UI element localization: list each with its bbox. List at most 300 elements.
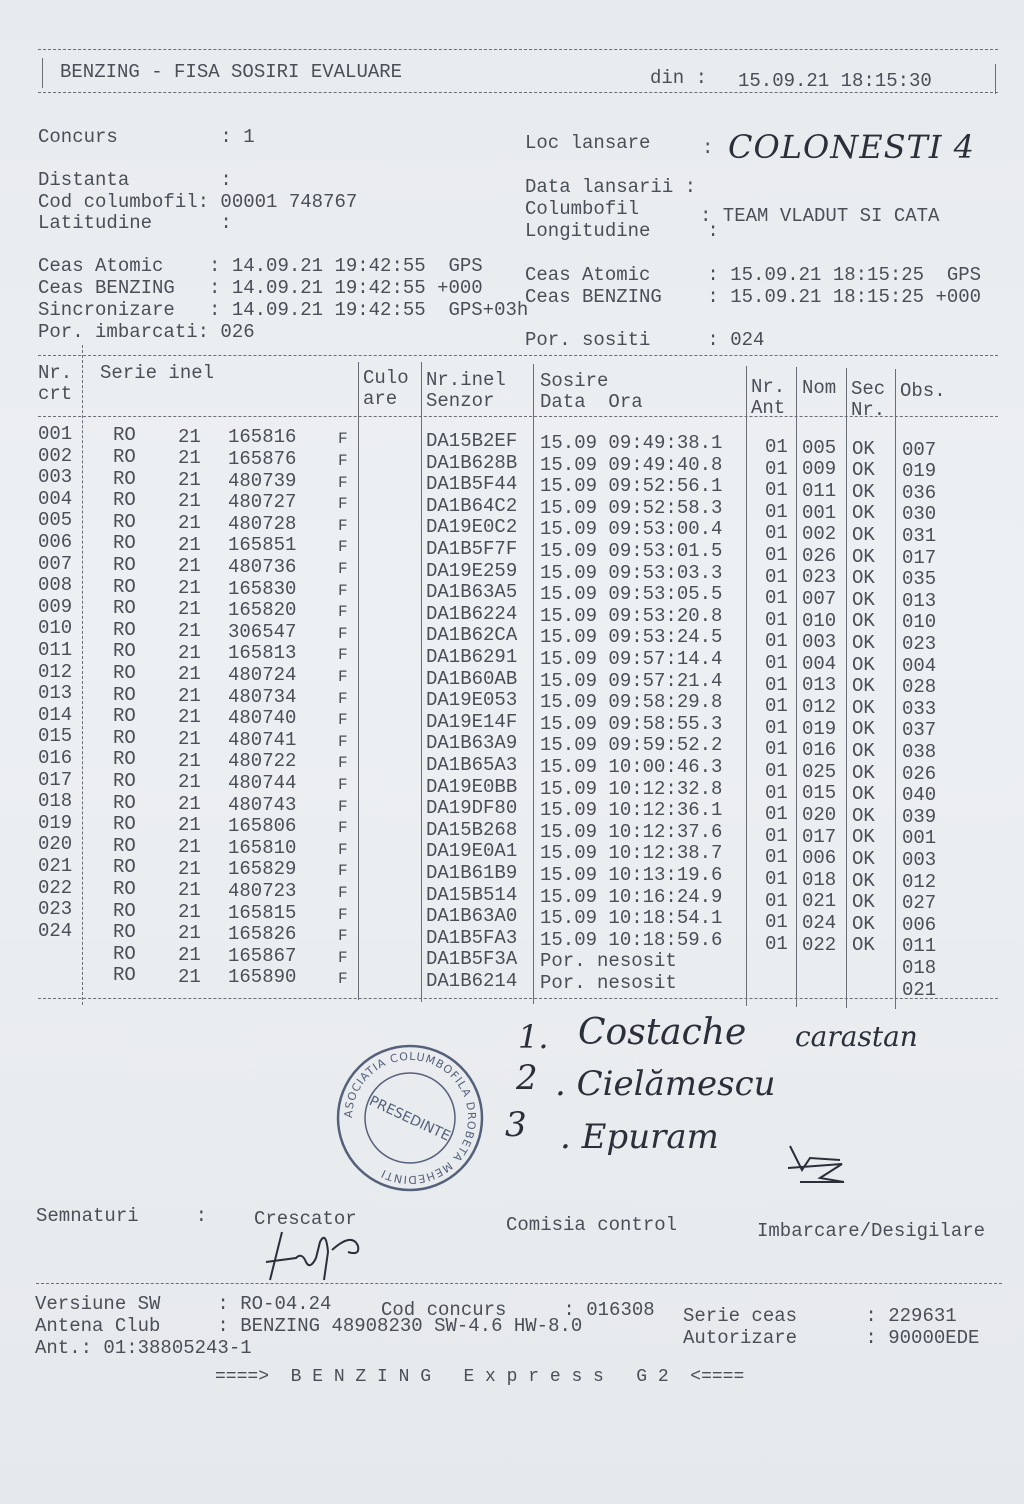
cell-nr-crt: 005 [38, 509, 73, 532]
cell-arrival: 15.09 09:49:38.1 [540, 432, 723, 455]
cell-arrival: 15.09 10:12:36.1 [540, 799, 723, 822]
cell-ring-number: 165830 [228, 577, 297, 600]
ceas-benzing-start: Ceas BENZING : 14.09.21 19:42:55 +000 [38, 277, 483, 299]
cell-obs: 023 [902, 632, 937, 655]
cell-year: 21 [178, 663, 201, 686]
cell-country: RO [113, 510, 136, 533]
cell-sex: F [338, 862, 348, 881]
cell-sensor: DA1B6214 [426, 969, 518, 992]
cell-nom: 005 [802, 436, 837, 459]
cell-nr-crt: 024 [38, 919, 73, 942]
cell-sec: OK [852, 718, 875, 741]
cell-sec: OK [852, 696, 875, 719]
cell-antenna: 01 [765, 457, 788, 480]
col-header-sosire: Sosire Data Ora [540, 370, 643, 413]
cell-country: RO [113, 424, 136, 447]
cell-sensor: DA15B2EF [426, 429, 518, 452]
cell-sec: OK [852, 934, 875, 957]
cell-obs: 036 [902, 481, 937, 504]
cell-arrival: 15.09 09:52:56.1 [540, 475, 723, 498]
cell-country: RO [113, 618, 136, 641]
cell-year: 21 [178, 771, 201, 794]
cell-ring-number: 480741 [228, 728, 297, 751]
cell-nom: 023 [802, 566, 837, 589]
cell-year: 21 [178, 619, 201, 642]
cell-sec: OK [852, 524, 875, 547]
cell-nr-crt: 016 [38, 747, 73, 769]
cell-ring-number: 306547 [228, 620, 297, 643]
cell-country: RO [113, 942, 136, 965]
cell-year: 21 [178, 425, 201, 448]
cell-sensor: DA1B63A0 [426, 905, 518, 928]
cell-sex: F [338, 819, 348, 838]
cell-ring-number: 480740 [228, 707, 297, 730]
cell-nr-crt: 015 [38, 725, 73, 748]
cell-country: RO [113, 813, 136, 836]
cell-nom: 010 [802, 609, 837, 632]
cell-antenna: 01 [765, 436, 788, 459]
cell-year: 21 [178, 706, 201, 729]
col-header-sec-nr: Sec Nr. [851, 378, 886, 421]
col-sep-senzor [421, 362, 422, 1002]
cell-nr-crt: 006 [38, 531, 73, 553]
cell-antenna: 01 [765, 522, 788, 545]
latitudine-line: Latitudine : [38, 212, 232, 234]
cell-nom: 007 [802, 587, 837, 610]
cell-ring-number: 165806 [228, 815, 297, 838]
col-sep-sec [846, 368, 847, 1008]
cell-sex: F [338, 840, 348, 859]
cell-sec: OK [852, 848, 875, 871]
col-header-culoare: Culo are [363, 367, 409, 410]
handwritten-name-3: . Epuram [560, 1117, 719, 1157]
cell-sec: OK [852, 783, 875, 806]
cell-sensor: DA1B61B9 [426, 861, 518, 884]
cell-year: 21 [178, 641, 201, 664]
cell-nom: 024 [802, 911, 837, 934]
cell-ring-number: 480736 [228, 556, 297, 579]
cell-sec: OK [852, 761, 875, 784]
handwritten-num-3: 3 [505, 1105, 527, 1145]
longitudine-line: Longitudine : [525, 220, 719, 242]
cell-year: 21 [178, 749, 201, 772]
cell-sensor: DA19DF80 [426, 797, 518, 820]
ceas-atomic-start: Ceas Atomic : 14.09.21 19:42:55 GPS [38, 255, 483, 277]
cell-sex: F [338, 905, 348, 924]
cell-sex: F [338, 473, 348, 492]
col-sep-nr [82, 345, 83, 1005]
cell-sensor: DA1B5F7F [426, 537, 518, 560]
cell-nr-crt: 003 [38, 466, 73, 489]
cell-arrival: 15.09 10:16:24.9 [540, 885, 723, 908]
cell-sensor: DA1B62CA [426, 624, 518, 647]
cell-arrival: 15.09 10:13:19.6 [540, 864, 723, 887]
cell-year: 21 [178, 792, 201, 815]
handwritten-num-1: 1. [518, 1018, 549, 1056]
cell-sec: OK [852, 740, 875, 763]
versiune-sw-line: Versiune SW : RO-04.24 [35, 1293, 332, 1315]
cell-country: RO [113, 791, 136, 814]
cell-year: 21 [178, 835, 201, 858]
cell-country: RO [113, 683, 136, 706]
cell-obs: 039 [902, 805, 937, 828]
ceas-atomic-end: Ceas Atomic : 15.09.21 18:15:25 GPS [525, 264, 982, 286]
cod-concurs-line: Cod concurs : 016308 [381, 1299, 655, 1321]
sincronizare-line: Sincronizare : 14.09.21 19:42:55 GPS+03h [38, 299, 529, 321]
cell-sensor: DA19E259 [426, 559, 518, 582]
cell-sec: OK [852, 891, 875, 914]
cell-year: 21 [178, 533, 201, 556]
cell-antenna: 01 [765, 544, 788, 567]
cell-obs: 030 [902, 503, 937, 526]
col-header-nr-crt: Nr. crt [38, 362, 73, 405]
col-header-nr-inel-senzor: Nr.inel Senzor [426, 369, 506, 412]
cell-arrival: 15.09 10:12:38.7 [540, 842, 723, 865]
cell-obs: 033 [902, 697, 937, 720]
handwritten-name-1: Costache [578, 1012, 747, 1053]
cell-sex: F [338, 495, 348, 514]
cell-arrival: 15.09 09:57:14.4 [540, 648, 723, 671]
cell-arrival: 15.09 09:53:20.8 [540, 604, 723, 627]
cell-arrival: 15.09 10:12:32.8 [540, 777, 723, 800]
cell-antenna: 01 [765, 889, 788, 912]
cell-sec: OK [852, 567, 875, 590]
cell-ring-number: 165876 [228, 448, 297, 471]
cell-year: 21 [178, 727, 201, 750]
cell-sensor: DA1B628B [426, 451, 518, 474]
cell-nom: 021 [802, 890, 837, 913]
cell-sex: F [338, 516, 348, 535]
por-imbarcati-line: Por. imbarcati: 026 [38, 321, 255, 343]
cell-sensor: DA1B60AB [426, 667, 518, 690]
cell-sec: OK [852, 653, 875, 676]
cell-sensor: DA1B5FA3 [426, 926, 518, 949]
columbofil-value: : TEAM VLADUT SI CATA [700, 205, 940, 227]
cell-antenna: 01 [765, 803, 788, 826]
cell-sex: F [338, 560, 348, 578]
cell-nr-crt: 017 [38, 768, 73, 791]
cell-year: 21 [178, 490, 201, 513]
cell-year: 21 [178, 879, 201, 902]
cell-nom: 001 [802, 501, 837, 524]
cell-sec: OK [852, 675, 875, 698]
cell-ring-number: 165890 [228, 966, 297, 989]
cell-arrival: 15.09 10:00:46.3 [540, 756, 723, 779]
cell-nom: 025 [802, 760, 837, 783]
cell-country: RO [113, 575, 136, 598]
cell-year: 21 [178, 598, 201, 621]
cell-antenna: 01 [765, 652, 788, 675]
cell-sensor: DA19E0BB [426, 775, 518, 798]
cell-year: 21 [178, 965, 201, 988]
cell-country: RO [113, 553, 136, 576]
svg-text:ASOCIATIA COLUMBOFILA DROBETA: ASOCIATIA COLUMBOFILA DROBETA MEHEDINTI [341, 1049, 479, 1187]
cell-antenna: 01 [765, 565, 788, 588]
imbarcare-label: Imbarcare/Desigilare [757, 1220, 986, 1242]
cell-sec: OK [852, 912, 875, 935]
cell-antenna: 01 [765, 846, 788, 869]
cell-nom: 002 [802, 523, 837, 546]
cell-obs: 017 [902, 546, 937, 569]
cell-ring-number: 165815 [228, 901, 297, 924]
handwritten-name-2: . Cielămescu [555, 1064, 776, 1104]
cell-obs: 011 [902, 935, 937, 958]
cell-nr-crt: 013 [38, 682, 73, 705]
cell-antenna: 01 [765, 500, 788, 523]
cell-sec: OK [852, 804, 875, 827]
col-header-nom: Nom [802, 377, 837, 399]
handwritten-signature-icon [780, 1138, 850, 1188]
cell-ring-number: 165829 [228, 858, 297, 881]
cell-ring-number: 480722 [228, 750, 297, 773]
serie-ceas-line: Serie ceas : 229631 [683, 1305, 957, 1327]
cell-sex: F [338, 624, 348, 643]
cell-sensor: DA1B5F3A [426, 948, 518, 971]
cell-sensor: DA1B64C2 [426, 494, 518, 517]
cell-nr-crt: 020 [38, 833, 73, 856]
cell-nr-crt: 019 [38, 811, 73, 834]
cell-sensor: DA1B65A3 [426, 753, 518, 776]
cell-year: 21 [178, 447, 201, 470]
cell-antenna: 01 [765, 911, 788, 934]
cell-nom: 004 [802, 652, 837, 675]
cell-sex: F [338, 711, 348, 730]
table-bottom-rule [38, 998, 998, 999]
date-label: din : [650, 67, 708, 89]
cell-arrival: 15.09 09:52:58.3 [540, 496, 723, 519]
col-sep-nom [796, 367, 797, 1007]
cell-obs: 003 [902, 848, 937, 871]
cell-country: RO [113, 856, 136, 879]
cell-arrival: Por. nesosit [540, 972, 677, 995]
cell-sex: F [338, 646, 348, 665]
cell-sex: F [338, 430, 348, 449]
cell-ring-number: 165810 [228, 836, 297, 859]
cell-nr-crt: 022 [38, 876, 73, 899]
cell-obs: 037 [902, 719, 937, 742]
cell-ring-number: 165820 [228, 599, 297, 622]
cod-columbofil-line: Cod columbofil: 00001 748767 [38, 191, 358, 213]
cell-sex: F [338, 948, 348, 967]
cell-sensor: DA19E14F [426, 710, 518, 733]
cell-year: 21 [178, 555, 201, 578]
cell-sensor: DA1B6224 [426, 602, 518, 625]
cell-sex: F [338, 452, 348, 470]
cell-nom: 006 [802, 847, 837, 870]
cell-nom: 015 [802, 782, 837, 805]
cell-nom: 011 [802, 479, 837, 502]
antena-club-line: Antena Club : BENZING 48908230 SW-4.6 HW-8.0 [35, 1315, 583, 1337]
cell-antenna: 01 [765, 587, 788, 610]
breeder-signature-icon [262, 1222, 372, 1286]
cell-country: RO [113, 489, 136, 512]
cell-antenna: 01 [765, 608, 788, 631]
cell-obs: 026 [902, 762, 937, 785]
cell-nom: 017 [802, 825, 837, 848]
cell-nr-crt: 008 [38, 574, 73, 597]
cell-obs: 027 [902, 892, 937, 915]
svg-text:PRESEDINTE: PRESEDINTE [366, 1093, 453, 1145]
cell-antenna: 01 [765, 868, 788, 891]
cell-sex: F [338, 603, 348, 622]
cell-ring-number: 480744 [228, 772, 297, 795]
cell-nr-crt: 002 [38, 444, 73, 467]
cell-country: RO [113, 467, 136, 490]
cell-country: RO [113, 661, 136, 684]
cell-nom: 012 [802, 695, 837, 718]
cell-obs: 035 [902, 568, 937, 591]
cell-nr-crt: 018 [38, 790, 73, 813]
cell-year: 21 [178, 943, 201, 966]
col-header-serie-inel: Serie inel [100, 362, 215, 384]
cell-obs: 040 [902, 784, 937, 807]
header-bottom-rule [38, 92, 998, 93]
comisia-label: Comisia control [506, 1214, 678, 1236]
handwritten-num-2: 2 [516, 1058, 538, 1098]
cell-antenna: 01 [765, 781, 788, 804]
cell-sex: F [338, 538, 348, 557]
cell-sex: F [338, 754, 348, 773]
cell-obs: 031 [902, 524, 937, 547]
table-header-rule [38, 416, 998, 417]
cell-ring-number: 165826 [228, 923, 297, 946]
cell-obs: 012 [902, 870, 937, 893]
loc-lansare-colon: : [702, 137, 714, 159]
header-right-border [995, 64, 996, 94]
cell-country: RO [113, 834, 136, 857]
cell-obs: 007 [902, 438, 937, 461]
cell-year: 21 [178, 857, 201, 880]
cell-nr-crt: 007 [38, 552, 73, 575]
cell-ring-number: 480743 [228, 793, 297, 816]
cell-obs: 013 [902, 589, 937, 612]
cell-arrival: 15.09 09:53:24.5 [540, 626, 723, 649]
cell-antenna: 01 [765, 932, 788, 955]
cell-country: RO [113, 445, 136, 468]
cell-nr-crt: 011 [38, 639, 73, 661]
data-lansarii-line: Data lansarii : [525, 176, 697, 198]
cell-country: RO [113, 921, 136, 944]
cell-antenna: 01 [765, 630, 788, 653]
cell-sensor: DA15B268 [426, 818, 518, 841]
cell-sensor: DA1B63A5 [426, 581, 518, 604]
cell-obs: 018 [902, 956, 937, 979]
col-sep-culoare [358, 362, 359, 1000]
president-stamp-icon [335, 1043, 485, 1193]
cell-obs: 038 [902, 740, 937, 763]
signature-rule [36, 1283, 1002, 1284]
cell-ring-number: 480728 [228, 512, 297, 535]
cell-arrival: Por. nesosit [540, 950, 677, 973]
cell-sex: F [338, 776, 348, 794]
cell-year: 21 [178, 511, 201, 534]
semnaturi-label: Semnaturi : [36, 1205, 208, 1227]
cell-year: 21 [178, 900, 201, 923]
cell-obs: 001 [902, 827, 937, 850]
cell-sex: F [338, 927, 348, 946]
cell-nr-crt: 012 [38, 660, 73, 683]
cell-sensor: DA19E053 [426, 689, 518, 712]
cell-country: RO [113, 705, 136, 728]
antenna-id-line: Ant.: 01:38805243-1 [35, 1337, 252, 1359]
cell-year: 21 [178, 576, 201, 599]
cell-nr-crt: 014 [38, 703, 73, 726]
concurs-line: Concurs : 1 [38, 126, 255, 148]
columbofil-label: Columbofil [525, 198, 640, 220]
cell-sec: OK [852, 480, 875, 503]
crescator-label: Crescator [254, 1208, 357, 1230]
col-header-obs: Obs. [900, 380, 946, 402]
cell-antenna: 01 [765, 673, 788, 696]
col-sep-ant [746, 366, 747, 1006]
cell-ring-number: 165816 [228, 426, 297, 449]
header-top-rule [38, 49, 998, 50]
cell-sex: F [338, 732, 348, 751]
cell-obs: 028 [902, 676, 937, 699]
cell-sex: F [338, 581, 348, 600]
cell-sex: F [338, 797, 348, 816]
cell-sensor: DA1B6291 [426, 645, 518, 668]
cell-country: RO [113, 726, 136, 749]
cell-arrival: 15.09 09:53:00.4 [540, 518, 723, 541]
cell-year: 21 [178, 922, 201, 945]
cell-country: RO [113, 640, 136, 663]
cell-ring-number: 480739 [228, 469, 297, 492]
cell-sec: OK [852, 869, 875, 892]
cell-nr-crt: 023 [38, 898, 73, 921]
ceas-benzing-end: Ceas BENZING : 15.09.21 18:15:25 +000 [525, 286, 982, 308]
cell-sensor: DA15B514 [426, 883, 518, 906]
cell-sensor: DA19E0C2 [426, 516, 518, 539]
cell-year: 21 [178, 814, 201, 837]
cell-nr-crt: 010 [38, 617, 73, 640]
cell-nom: 022 [802, 933, 837, 956]
cell-arrival: 15.09 10:12:37.6 [540, 820, 723, 843]
cell-arrival: 15.09 09:57:21.4 [540, 669, 723, 692]
benzing-express-banner: ====> B E N Z I N G E x p r e s s G 2 <==== [215, 1367, 745, 1387]
cell-nr-crt: 021 [38, 855, 73, 877]
cell-ring-number: 165813 [228, 642, 297, 665]
document-title: BENZING - FISA SOSIRI EVALUARE [60, 61, 403, 83]
cell-nom: 003 [802, 631, 837, 654]
cell-ring-number: 480723 [228, 880, 297, 903]
col-sep-obs [895, 369, 896, 1009]
cell-nom: 009 [802, 458, 837, 481]
autorizare-line: Autorizare : 90000EDE [683, 1327, 980, 1349]
cell-sec: OK [852, 826, 875, 849]
cell-arrival: 15.09 10:18:54.1 [540, 907, 723, 930]
cell-arrival: 15.09 09:58:55.3 [540, 712, 723, 735]
col-header-nr-ant: Nr. Ant [751, 376, 786, 419]
cell-sex: F [338, 970, 348, 989]
cell-sex: F [338, 668, 348, 686]
cell-arrival: 15.09 09:59:52.2 [540, 734, 723, 757]
cell-obs: 006 [902, 913, 937, 936]
cell-ring-number: 480734 [228, 685, 297, 708]
cell-obs: 004 [902, 654, 937, 677]
cell-nom: 020 [802, 803, 837, 826]
cell-country: RO [113, 748, 136, 771]
cell-obs: 021 [902, 978, 937, 1001]
cell-antenna: 01 [765, 695, 788, 718]
cell-sec: OK [852, 545, 875, 568]
cell-ring-number: 480724 [228, 664, 297, 687]
handwritten-extra-1: carastan [795, 1020, 918, 1053]
cell-sex: F [338, 689, 348, 708]
cell-sensor: DA19E0A1 [426, 840, 518, 863]
loc-lansare-value: COLONESTI 4 [728, 128, 975, 166]
cell-antenna: 01 [765, 824, 788, 847]
